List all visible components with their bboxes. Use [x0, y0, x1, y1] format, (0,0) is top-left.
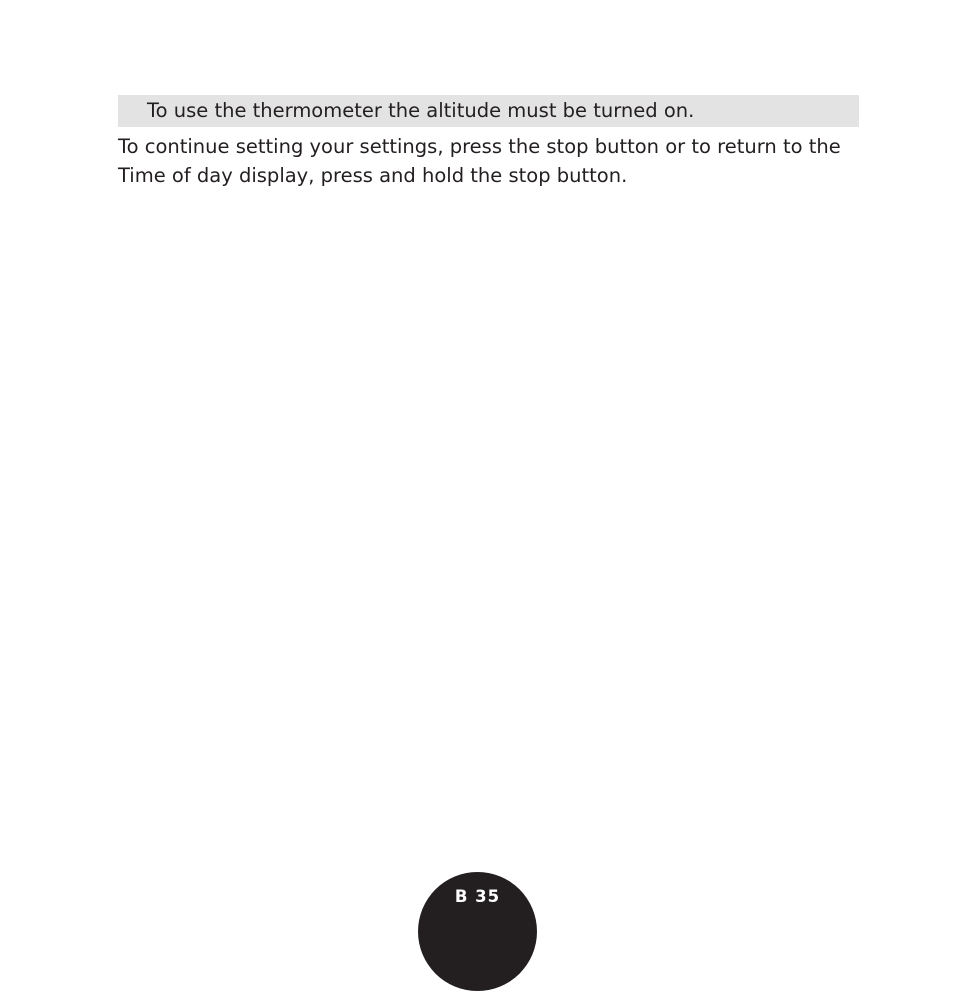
note-box — [118, 95, 859, 127]
note-text: To use the thermometer the altitude must be turned on. — [147, 99, 695, 122]
body-paragraph: To continue setting your settings, press the stop button or to return to the Time of day display, press and hold the stop button. — [118, 135, 841, 187]
page-number: B 35 — [454, 887, 501, 906]
